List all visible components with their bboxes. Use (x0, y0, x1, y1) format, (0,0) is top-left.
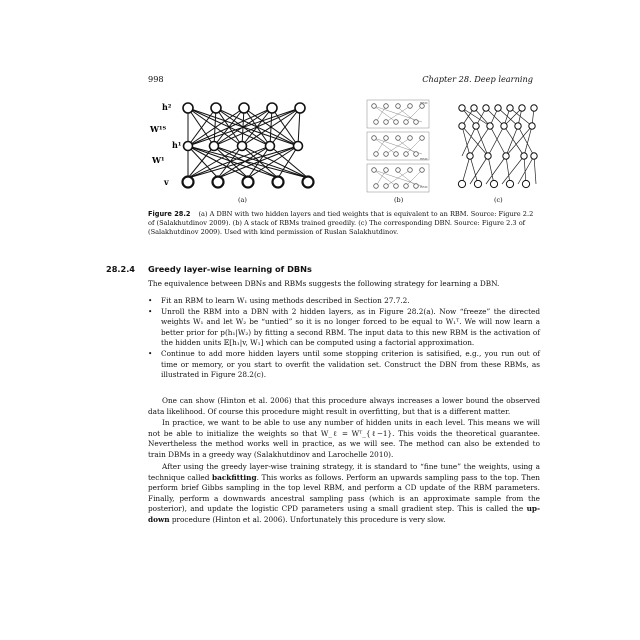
label-w1t: W¹ᵀ (150, 124, 167, 134)
list-item: • Unroll the RBM into a DBN with 2 hidden layers, as in Figure 28.2(a). Now “freeze” the directed weights W₁ and let W₂ be “untied” so it is no longer forced to be equal to W₁ᵀ. We will now learn a better prior for p(h₁|W₂) by fitting a second RBM. The input data to this new RBM is the activation of the hidden units 𝔼[h₁|v, W₁] which can be computed using a factorial approximation. (148, 306, 540, 348)
h2-node (239, 103, 249, 113)
chapter-title: Chapter 28. Deep learning (422, 74, 533, 84)
v-node (243, 177, 254, 188)
h2-node (267, 103, 277, 113)
label-h1: h¹ (172, 140, 182, 150)
label-w1: W¹ (152, 155, 165, 165)
sublabel-a: (a) (238, 196, 247, 204)
paragraph-lower-bound: One can show (Hinton et al. 2006) that this procedure always increases a lower bound the observed data likelihood. Of course this procedure might result in overfitting, but that is a different matter. (148, 396, 540, 416)
sublabel-b: (b) (394, 196, 404, 204)
caption-label: Figure 28.2 (148, 210, 191, 218)
h1-node (184, 142, 193, 151)
h1-node (238, 142, 247, 151)
v-node (303, 177, 314, 188)
v-node (213, 177, 224, 188)
page-number: 998 (148, 74, 164, 84)
strategy-list (148, 296, 540, 381)
section-number: 28.2.4 (106, 264, 136, 274)
figure-panel-c (448, 98, 548, 194)
intro-paragraph: The equivalence between DBNs and RBMs suggests the following strategy for learning a DBN. (148, 279, 500, 288)
v-node (183, 177, 194, 188)
h2-node (295, 103, 305, 113)
paragraph-fine-tune: After using the greedy layer-wise training strategy, it is standard to “fine tune” the weights, using a technique called backfitting. This works as follows. Perform an upwards sampling pass to the top. Then perform brief Gibbs sampling in the top level RBM, and perform a CD update of the RBM parameters. Finally, perform a downwards ancestral sampling pass (which is an approximate sample from the posterior), and update the logistic CPD parameters using a small gradient step. This is called the up-down procedure (Hinton et al. 2006). Unfortunately this procedure is very slow. (148, 462, 540, 524)
h1-v-edges (188, 146, 308, 178)
figure-caption (148, 210, 539, 237)
rbm-tag: RBM (420, 185, 428, 189)
figure-panel-b (366, 98, 436, 194)
figure-panel-a (148, 96, 348, 198)
label-v: v (164, 177, 169, 187)
section-title: Greedy layer-wise learning of DBNs (148, 264, 312, 274)
paragraph-practice: In practice, we want to be able to use any number of hidden units in each level. This means we will not be able to initialize the weights so that W_ℓ = Wᵀ_{ℓ−1}. This voids the theoretical guarantee. Nevertheless the method works well in practice, as we will see. The method can also be extended to train DBMs in a greedy way (Salakhutdinov and Larochelle 2010). (148, 418, 540, 459)
rbm-tag: RBM (420, 101, 428, 105)
h1-node (266, 142, 275, 151)
rbm-tag: RBM (420, 157, 428, 161)
h2-node (211, 103, 221, 113)
sublabel-c: (c) (494, 196, 503, 204)
h2-node (183, 103, 193, 113)
term-up-down: up-down (148, 504, 540, 524)
h1-node (294, 142, 303, 151)
caption-text: (a) A DBN with two hidden layers and tied weights that is equivalent to an RBM. Source: Figure 2.2 of (Salakhutdinov 2009). (b) A stack of RBMs trained greedily. (c) The corresponding DBN. Source: Figure 2.3 of (Salakhutdinov 2009). Used with kind permission of Ruslan Salakhutdinov. (148, 210, 534, 236)
v-node (273, 177, 284, 188)
figure-28-2 (148, 96, 538, 206)
list-item: • Fit an RBM to learn W₁ using methods described in Section 27.7.2. (148, 296, 410, 305)
label-h2: h² (162, 102, 172, 112)
term-backfitting: backfitting (212, 472, 257, 482)
h1-node (210, 142, 219, 151)
list-item: • Continue to add more hidden layers until some stopping criterion is satisified, e.g., you run out of time or memory, or you start to overfit the validation set. Construct the DBN from these RBMs, as illustrated in Figure 28.2(c). (148, 348, 540, 380)
